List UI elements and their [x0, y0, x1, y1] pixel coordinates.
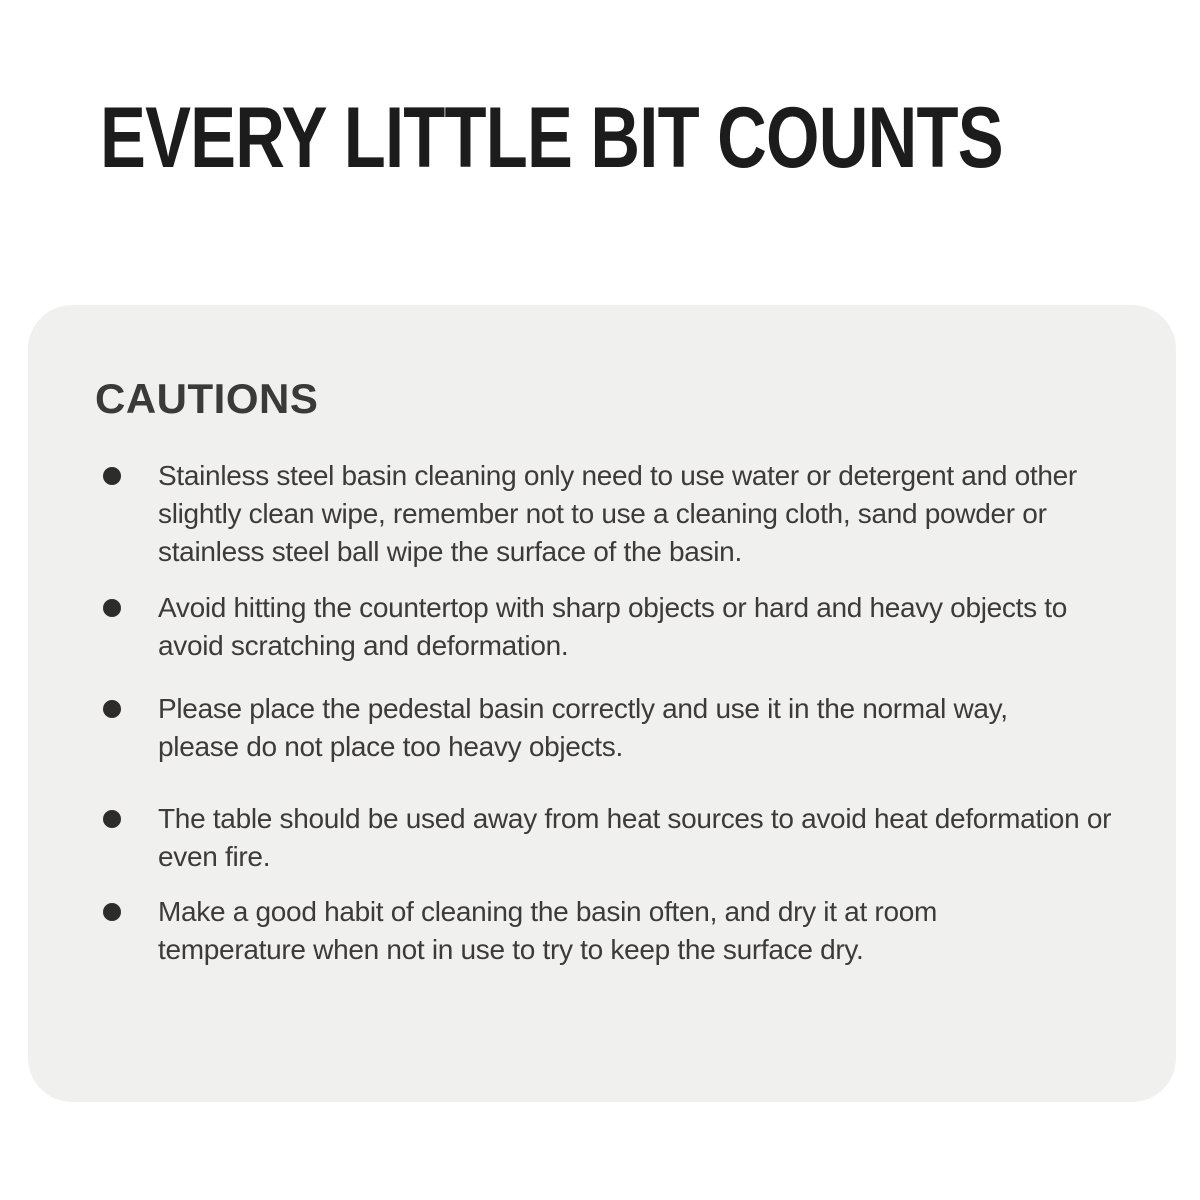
bullet-line: Please place the pedestal basin correctly and use it in the normal way,	[158, 693, 1008, 724]
bullet-line: The table should be used away from heat sources to avoid heat deformation or	[158, 803, 1112, 834]
bullet-dot-icon	[103, 903, 121, 921]
bullet-dot-icon	[103, 599, 121, 617]
bullet-text	[158, 589, 1067, 665]
cautions-card	[28, 305, 1176, 1102]
page-title: EVERY LITTLE BIT COUNTS	[100, 90, 1003, 186]
list-item	[95, 800, 1136, 876]
bullet-line: even fire.	[158, 841, 271, 872]
bullet-line: stainless steel ball wipe the surface of the basin.	[158, 536, 742, 567]
bullet-line: slightly clean wipe, remember not to use a cleaning cloth, sand powder or	[158, 498, 1047, 529]
bullet-line: temperature when not in use to try to keep the surface dry.	[158, 934, 864, 965]
cautions-heading: CAUTIONS	[95, 375, 319, 422]
bullet-line: Avoid hitting the countertop with sharp objects or hard and heavy objects to	[158, 592, 1068, 623]
list-item	[95, 690, 1136, 766]
bullet-line: avoid scratching and deformation.	[158, 630, 569, 661]
list-item	[95, 589, 1136, 665]
bullet-text	[158, 893, 937, 969]
bullet-text	[158, 457, 1077, 571]
bullet-dot-icon	[103, 467, 121, 485]
bullet-text	[158, 690, 1008, 766]
bullet-dot-icon	[103, 810, 121, 828]
bullet-line: Stainless steel basin cleaning only need to use water or detergent and other	[158, 460, 1077, 491]
bullet-dot-icon	[103, 700, 121, 718]
bullet-text	[158, 800, 1111, 876]
list-item	[95, 457, 1136, 571]
bullet-line: please do not place too heavy objects.	[158, 731, 623, 762]
cautions-list	[95, 457, 1136, 969]
list-item	[95, 893, 1136, 969]
bullet-line: Make a good habit of cleaning the basin often, and dry it at room	[158, 896, 938, 927]
